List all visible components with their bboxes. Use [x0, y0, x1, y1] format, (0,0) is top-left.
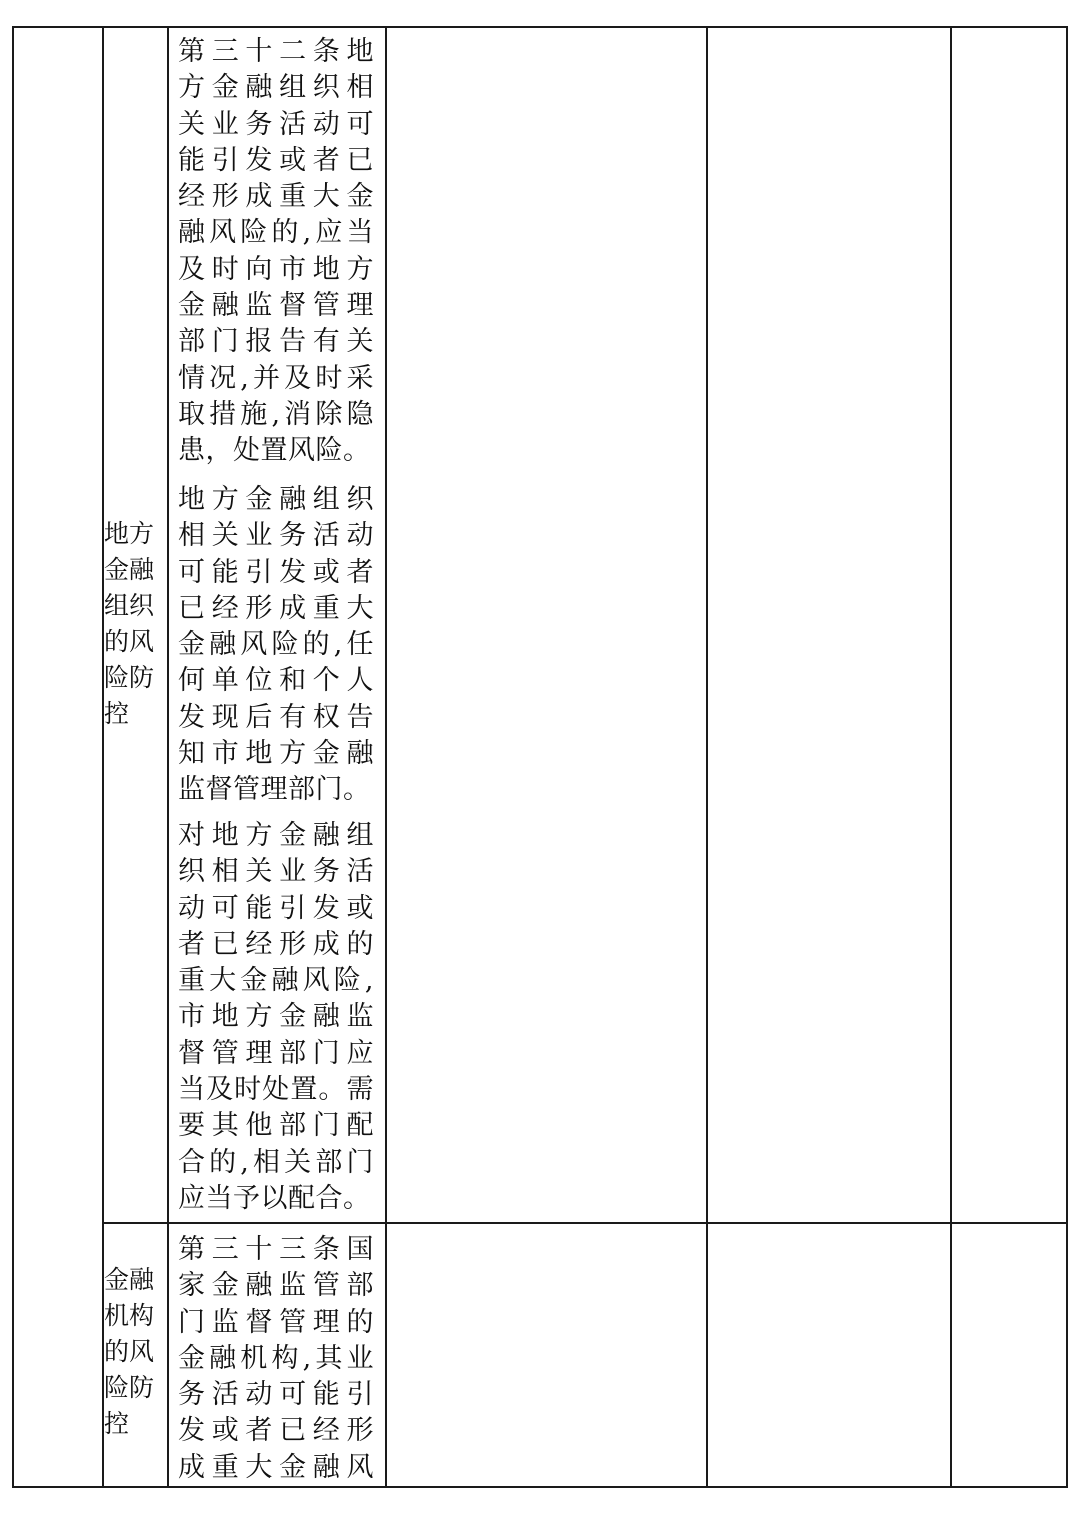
clause-line: 发现后有权告	[178, 701, 374, 733]
clause-line: 何单位和个人	[178, 665, 374, 697]
clause-line: 可能引发或者	[178, 556, 374, 588]
clause-line: 取措施,消除隐	[178, 398, 374, 430]
empty-cell	[708, 28, 950, 1222]
clause-line: 融风险的,应当	[178, 217, 374, 249]
clause-line: 第三十二条地	[178, 36, 374, 67]
table-right-border	[1066, 26, 1068, 1488]
clause-article-33	[178, 1232, 374, 1486]
clause-line: 市地方金融监	[178, 1001, 374, 1033]
clause-line: 知市地方金融	[178, 738, 374, 770]
clause-line: 应当予以配合。	[178, 1182, 371, 1214]
clause-line: 门监督管理的	[178, 1306, 374, 1338]
column-divider-2	[167, 26, 169, 1488]
clause-line: 经形成重大金	[178, 181, 374, 213]
topic-line: 金融	[104, 1265, 155, 1294]
clause-line: 金融风险的,任	[178, 629, 374, 661]
empty-cell	[952, 28, 1066, 1222]
empty-cell	[952, 1224, 1066, 1486]
clause-line: 当及时处置。需	[178, 1074, 374, 1106]
clause-line: 相关业务活动	[178, 520, 374, 552]
clause-line: 第三十三条国	[178, 1234, 374, 1265]
topic-line: 地方	[104, 519, 155, 548]
topic-line: 的风	[104, 627, 155, 656]
clause-line: 监督管理部门。	[178, 774, 371, 806]
topic-line: 组织	[104, 591, 155, 620]
clause-article-32	[178, 34, 374, 470]
clause-timely-handling	[178, 818, 374, 1217]
clause-line: 情况,并及时采	[178, 362, 374, 394]
clause-line: 要其他部门配	[178, 1110, 374, 1142]
topic-line: 险防	[104, 663, 155, 692]
clause-line: 合的,相关部门	[178, 1146, 374, 1178]
clause-line: 金融机构,其业	[178, 1342, 374, 1374]
clause-line: 成重大金融风	[178, 1451, 374, 1483]
clause-line: 务活动可能引	[178, 1379, 374, 1411]
clause-line: 及时向市地方	[178, 253, 374, 285]
clause-line: 地方金融组织	[178, 484, 374, 515]
topic-cell-local-financial-org	[104, 516, 162, 732]
clause-line: 方金融组织相	[178, 72, 374, 104]
clause-line: 动可能引发或	[178, 892, 374, 924]
clause-line: 能引发或者已	[178, 144, 374, 176]
clause-line: 关业务活动可	[178, 108, 374, 140]
clause-line: 已经形成重大	[178, 592, 374, 624]
empty-cell	[708, 1224, 950, 1486]
topic-line: 的风	[104, 1337, 155, 1366]
clause-line: 金融监督管理	[178, 290, 374, 322]
topic-line: 险防	[104, 1373, 155, 1402]
topic-line: 控	[104, 1409, 130, 1438]
clause-line: 发或者已经形	[178, 1415, 374, 1447]
empty-cell	[387, 1224, 706, 1486]
clause-line: 部门报告有关	[178, 326, 374, 358]
clause-report-right	[178, 482, 374, 809]
clause-line: 织相关业务活	[178, 856, 374, 888]
clause-line: 患，处置风险。	[178, 435, 371, 467]
table-bottom-border	[12, 1486, 1068, 1488]
empty-cell	[387, 28, 706, 1222]
clause-line: 督管理部门应	[178, 1037, 374, 1069]
topic-line: 控	[104, 699, 130, 728]
empty-cell	[14, 28, 102, 1486]
clause-line: 对地方金融组	[178, 820, 374, 851]
topic-line: 金融	[104, 555, 155, 584]
clause-line: 者已经形成的	[178, 928, 374, 960]
topic-line: 机构	[104, 1301, 155, 1330]
clause-line: 重大金融风险,	[178, 965, 374, 997]
topic-cell-financial-institution	[104, 1262, 162, 1442]
clause-line: 家金融监管部	[178, 1270, 374, 1302]
